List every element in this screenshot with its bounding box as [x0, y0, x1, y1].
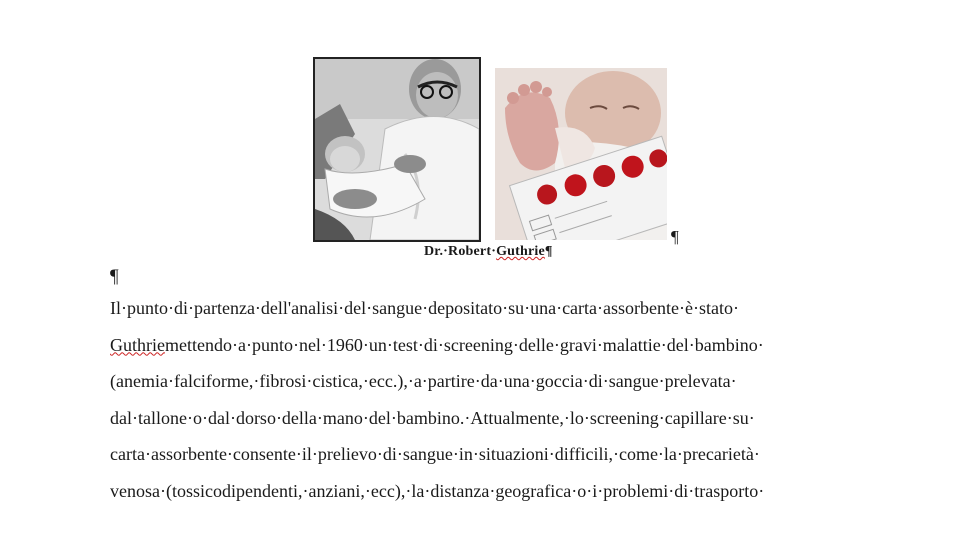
newborn-screening-photo[interactable] — [495, 68, 667, 240]
caption-paragraph-mark: ¶ — [544, 244, 553, 259]
body-line: dal·tallone·o·dal·dorso·della·mano·del·bambino.·Attualmente,·lo·screening·capillare·su· — [110, 407, 755, 428]
body-line: (anemia·falciforme,·fibrosi·cistica,·ecc.),·a·partire·da·una·goccia·di·sangue·prelevata· — [110, 371, 737, 391]
misspelled-word[interactable]: Guthrie — [110, 334, 165, 355]
body-paragraph[interactable] — [110, 290, 882, 509]
body-line — [110, 327, 882, 364]
guthrie-photo[interactable] — [313, 57, 481, 242]
caption-prefix: Dr.·Robert· — [424, 244, 497, 259]
newborn-screening-photo-art — [495, 68, 667, 240]
guthrie-photo-art — [315, 59, 479, 240]
body-line: venosa·(tossicodipendenti,·anziani,·ecc),·la·distanza·geografica·o·i·problemi·di·trasporto· — [110, 480, 765, 501]
body-line-rest: mettendo·a·punto·nel·1960·un·test·di·screening·delle·gravi·malattie·del·bambino· — [164, 334, 764, 355]
body-line: carta·assorbente·consente·il·prelievo·di·sangue·in·situazioni·difficili,·come·la·precarietà· — [110, 444, 760, 464]
empty-paragraph-mark[interactable]: ¶ — [110, 266, 119, 287]
figure-caption — [424, 244, 553, 260]
body-line: Il·punto·di·partenza·dell'analisi·del·sangue·depositato·su·una·carta·assorbente·è·stato· — [110, 298, 739, 318]
caption-name[interactable]: Guthrie — [496, 244, 545, 259]
image-paragraph-mark: ¶ — [671, 227, 679, 246]
